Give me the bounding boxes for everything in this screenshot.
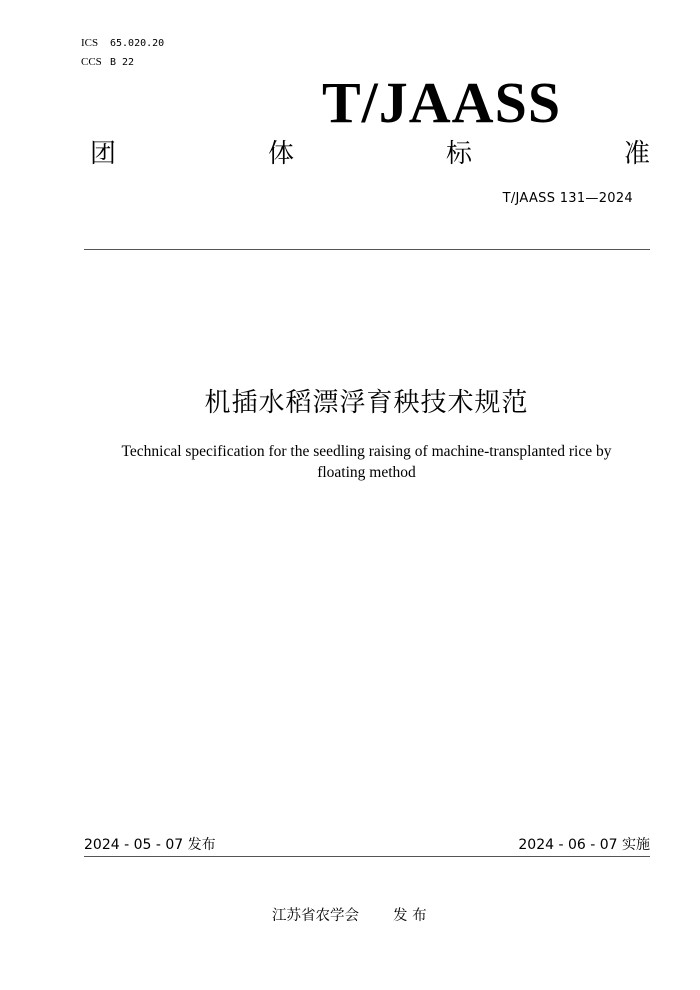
standard-type-char: 体	[267, 139, 294, 169]
standard-type-char: 准	[623, 139, 650, 169]
ccs-row	[81, 53, 164, 72]
classification-codes	[81, 34, 164, 72]
publisher-name: 江苏省农学会	[272, 908, 359, 924]
standard-type	[90, 136, 650, 172]
implementation-date: 2024 - 06 - 07 实施	[518, 837, 650, 853]
bottom-divider	[84, 856, 650, 857]
ics-row	[81, 34, 164, 53]
top-divider	[84, 249, 650, 250]
standard-logo: T/JAASS	[322, 70, 562, 135]
title-chinese: 机插水稻漂浮育秧技术规范	[204, 388, 529, 418]
ics-label: ICS	[81, 37, 99, 49]
publisher	[272, 904, 427, 925]
standard-type-char: 标	[445, 139, 472, 169]
ccs-code: B 22	[110, 57, 135, 68]
issue-date: 2024 - 05 - 07 发布	[84, 837, 216, 853]
publisher-action: 发 布	[393, 908, 427, 924]
ics-code: 65.020.20	[110, 38, 165, 49]
title-english: Technical specification for the seedling raising of machine-transplanted rice by floating method	[121, 443, 612, 481]
standard-number: T/JAASS 131—2024	[502, 191, 633, 206]
ccs-label: CCS	[81, 56, 102, 68]
standard-type-char: 团	[90, 139, 117, 169]
